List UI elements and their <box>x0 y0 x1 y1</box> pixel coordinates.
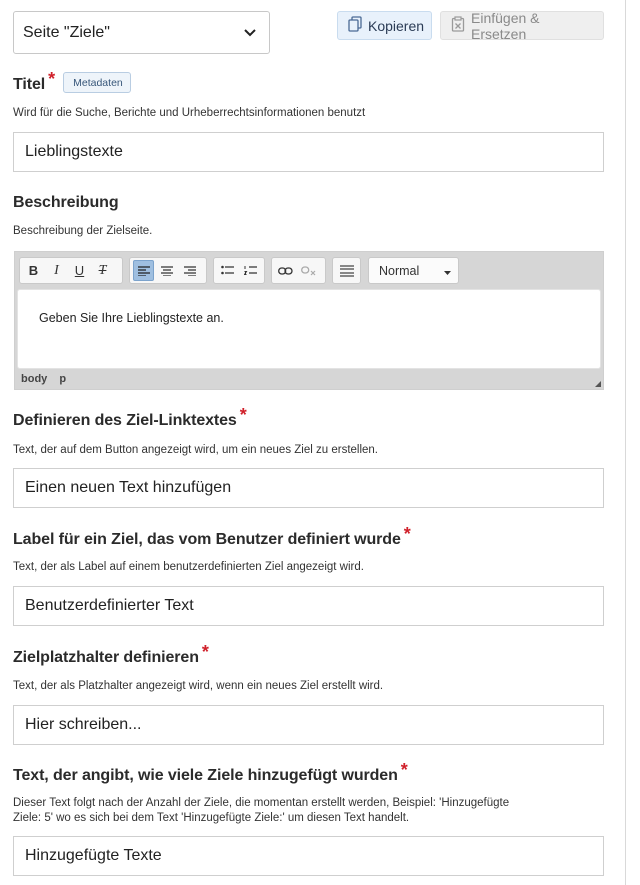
title-input[interactable] <box>13 132 604 172</box>
toolbar-group-lists <box>213 257 265 284</box>
toolbar-group-align <box>129 257 207 284</box>
metadata-badge: Metadaten <box>63 72 131 93</box>
path-item-body[interactable]: body <box>21 373 48 385</box>
count-text-hint-line-1: Dieser Text folgt nach der Anzahl der Ziele, die momentan erstellt werden, Beispiel: 'Hinzugefügte <box>13 797 510 809</box>
editor-content-text: Geben Sie Ihre Lieblingstexte an. <box>39 311 224 325</box>
paste-replace-button[interactable] <box>440 11 604 40</box>
link-text-hint: Text, der auf dem Button angezeigt wird, um ein neues Ziel zu erstellen. <box>13 444 379 456</box>
link-button[interactable] <box>275 260 296 281</box>
bulleted-list-icon <box>221 265 234 276</box>
align-left-icon <box>138 266 150 276</box>
link-text-label: Definieren des Ziel-Linktextes <box>13 411 237 429</box>
bold-button[interactable]: B <box>28 263 39 278</box>
custom-label-label: Label für ein Ziel, das vom Benutzer definiert wurde <box>13 530 401 548</box>
title-label: Titel <box>13 75 46 93</box>
element-path <box>21 373 75 385</box>
format-select-value: Normal <box>379 263 420 278</box>
bulleted-list-button[interactable] <box>217 260 238 281</box>
horizontal-rule-icon <box>340 265 354 277</box>
required-mark: * <box>400 760 408 780</box>
chevron-down-icon <box>243 26 257 40</box>
resize-handle[interactable] <box>595 381 601 387</box>
description-hint: Beschreibung der Zielseite. <box>13 225 153 237</box>
link-icon <box>278 267 293 275</box>
required-mark: * <box>48 69 56 89</box>
numbered-list-icon <box>244 265 257 276</box>
title-input-value: Lieblingstexte <box>25 143 123 160</box>
placeholder-input[interactable] <box>13 705 604 745</box>
unlink-icon <box>301 266 316 276</box>
editor-content-area[interactable] <box>17 289 601 369</box>
title-label-row <box>13 69 131 95</box>
required-mark: * <box>403 524 411 544</box>
copy-button[interactable] <box>337 11 432 40</box>
numbered-list-button[interactable] <box>240 260 261 281</box>
copy-icon <box>348 16 362 35</box>
custom-label-hint: Text, der als Label auf einem benutzerdefinierten Ziel angezeigt wird. <box>13 561 364 573</box>
link-text-input[interactable] <box>13 468 604 508</box>
required-mark: * <box>239 405 247 425</box>
count-text-hint <box>13 796 623 826</box>
required-mark: * <box>201 642 209 662</box>
link-text-label-row <box>13 405 247 431</box>
format-select[interactable] <box>368 257 459 284</box>
align-center-button[interactable] <box>156 260 177 281</box>
align-right-button[interactable] <box>179 260 200 281</box>
rich-text-editor <box>14 251 604 390</box>
count-text-input[interactable] <box>13 836 604 876</box>
remove-format-button[interactable]: T <box>98 262 107 278</box>
toolbar-group-block <box>332 257 361 284</box>
placeholder-input-value: Hier schreiben... <box>25 716 142 733</box>
unlink-button[interactable] <box>298 260 319 281</box>
toolbar-group-links <box>271 257 326 284</box>
caret-down-icon <box>444 264 451 278</box>
title-hint: Wird für die Suche, Berichte und Urheberrechtsinformationen benutzt <box>13 107 366 119</box>
count-text-label-row <box>13 760 408 786</box>
align-left-button[interactable] <box>133 260 154 281</box>
underline-button[interactable]: U <box>74 263 85 278</box>
custom-label-label-row <box>13 524 411 550</box>
path-item-p[interactable]: p <box>59 373 67 385</box>
page-select[interactable] <box>13 11 270 54</box>
count-text-input-value: Hinzugefügte Texte <box>25 847 162 864</box>
custom-label-input-value: Benutzerdefinierter Text <box>25 597 194 614</box>
placeholder-label: Zielplatzhalter definieren <box>13 648 199 666</box>
description-label: Beschreibung <box>13 194 119 211</box>
toolbar-group-basic <box>19 257 123 284</box>
count-text-hint-line-2: Ziele: 5' wo es sich bei dem Text 'Hinzugefügte Ziele:' um diesen Text handelt. <box>13 812 410 824</box>
page-select-value: Seite "Ziele" <box>23 23 110 41</box>
paste-replace-button-label: Einfügen & Ersetzen <box>471 9 540 42</box>
custom-label-input[interactable] <box>13 586 604 626</box>
align-center-icon <box>161 266 173 276</box>
copy-button-label: Kopieren <box>368 17 425 34</box>
link-text-input-value: Einen neuen Text hinzufügen <box>25 479 232 496</box>
paste-replace-icon <box>451 16 465 35</box>
align-right-icon <box>184 266 196 276</box>
italic-button[interactable]: I <box>54 262 59 278</box>
placeholder-hint: Text, der als Platzhalter angezeigt wird, wenn ein neues Ziel erstellt wird. <box>13 680 384 692</box>
horizontal-rule-button[interactable] <box>336 260 357 281</box>
scrollbar-track[interactable] <box>625 0 626 885</box>
count-text-label: Text, der angibt, wie viele Ziele hinzugefügt wurden <box>13 766 398 784</box>
placeholder-label-row <box>13 642 209 668</box>
